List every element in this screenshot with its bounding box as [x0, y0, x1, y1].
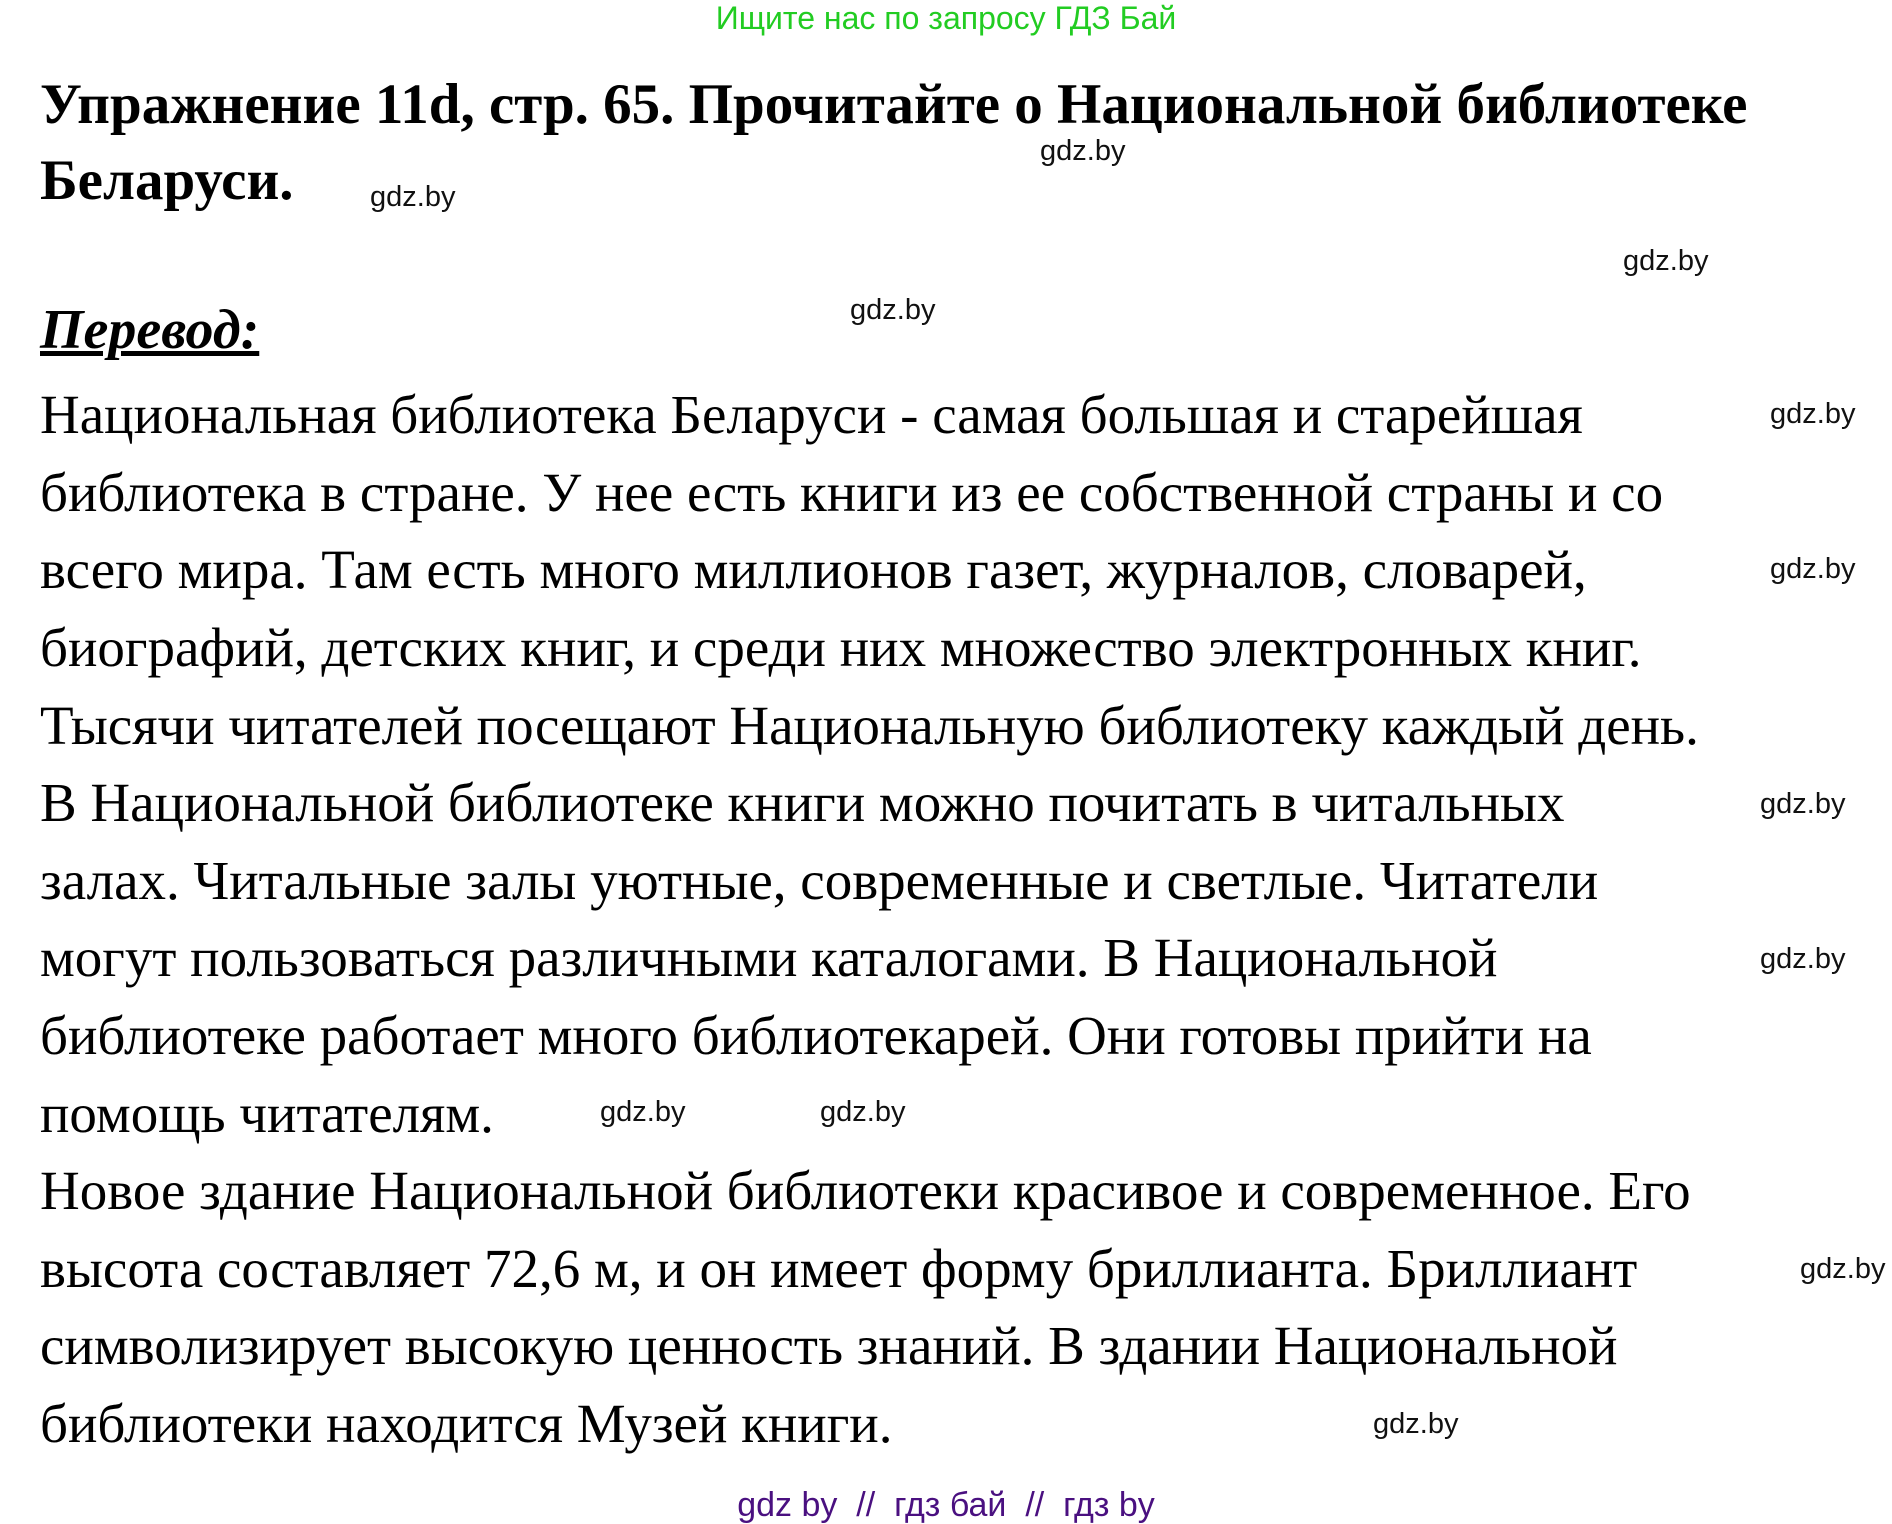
exercise-title-line-1: Упражнение 11d, стр. 65. Прочитайте о Национальной библиотеке [40, 73, 1748, 136]
text-line: залах. Читальные залы уютные, современные и светлые. Читатели [40, 850, 1599, 911]
watermark: gdz.by [1760, 788, 1846, 820]
footer-watermark: gdz by // гдз бай // гдз by [737, 1486, 1155, 1524]
translation-heading: Перевод: [40, 299, 260, 361]
text-line: высота составляет 72,6 м, и он имеет форму бриллианта. Бриллиант [40, 1238, 1638, 1299]
watermark: gdz.by [370, 181, 456, 213]
exercise-title-line-2: Беларуси. [40, 149, 294, 212]
watermark: gdz.by [1623, 245, 1709, 277]
text-line: биографий, детских книг, и среди них множество электронных книг. [40, 617, 1642, 678]
watermark: gdz.by [1770, 553, 1856, 585]
watermark: gdz.by [820, 1096, 906, 1128]
text-line: могут пользоваться различными каталогами. В Национальной [40, 927, 1498, 988]
text-line: библиотеки находится Музей книги. [40, 1393, 893, 1454]
watermark: gdz.by [850, 294, 936, 326]
text-line: Новое здание Национальной библиотеки красивое и современное. Его [40, 1160, 1691, 1221]
text-line: В Национальной библиотеке книги можно почитать в читальных [40, 772, 1565, 833]
text-line: помощь читателям. [40, 1083, 494, 1144]
text-line: библиотеке работает много библиотекарей. Они готовы прийти на [40, 1005, 1592, 1066]
watermark: gdz.by [1770, 398, 1856, 430]
watermark: gdz.by [1760, 943, 1846, 975]
text-line: Национальная библиотека Беларуси - самая большая и старейшая [40, 384, 1583, 445]
text-line: символизирует высокую ценность знаний. В здании Национальной [40, 1315, 1618, 1376]
watermark: gdz.by [600, 1096, 686, 1128]
watermark: gdz.by [1800, 1253, 1886, 1285]
text-line: Тысячи читателей посещают Национальную библиотеку каждый день. [40, 695, 1699, 756]
text-line: библиотека в стране. У нее есть книги из ее собственной страны и со [40, 462, 1664, 523]
watermark: gdz.by [1373, 1408, 1459, 1440]
watermark: gdz.by [1040, 135, 1126, 167]
text-line: всего мира. Там есть много миллионов газет, журналов, словарей, [40, 539, 1587, 600]
search-hint-banner: Ищите нас по запросу ГДЗ Бай [715, 0, 1177, 36]
